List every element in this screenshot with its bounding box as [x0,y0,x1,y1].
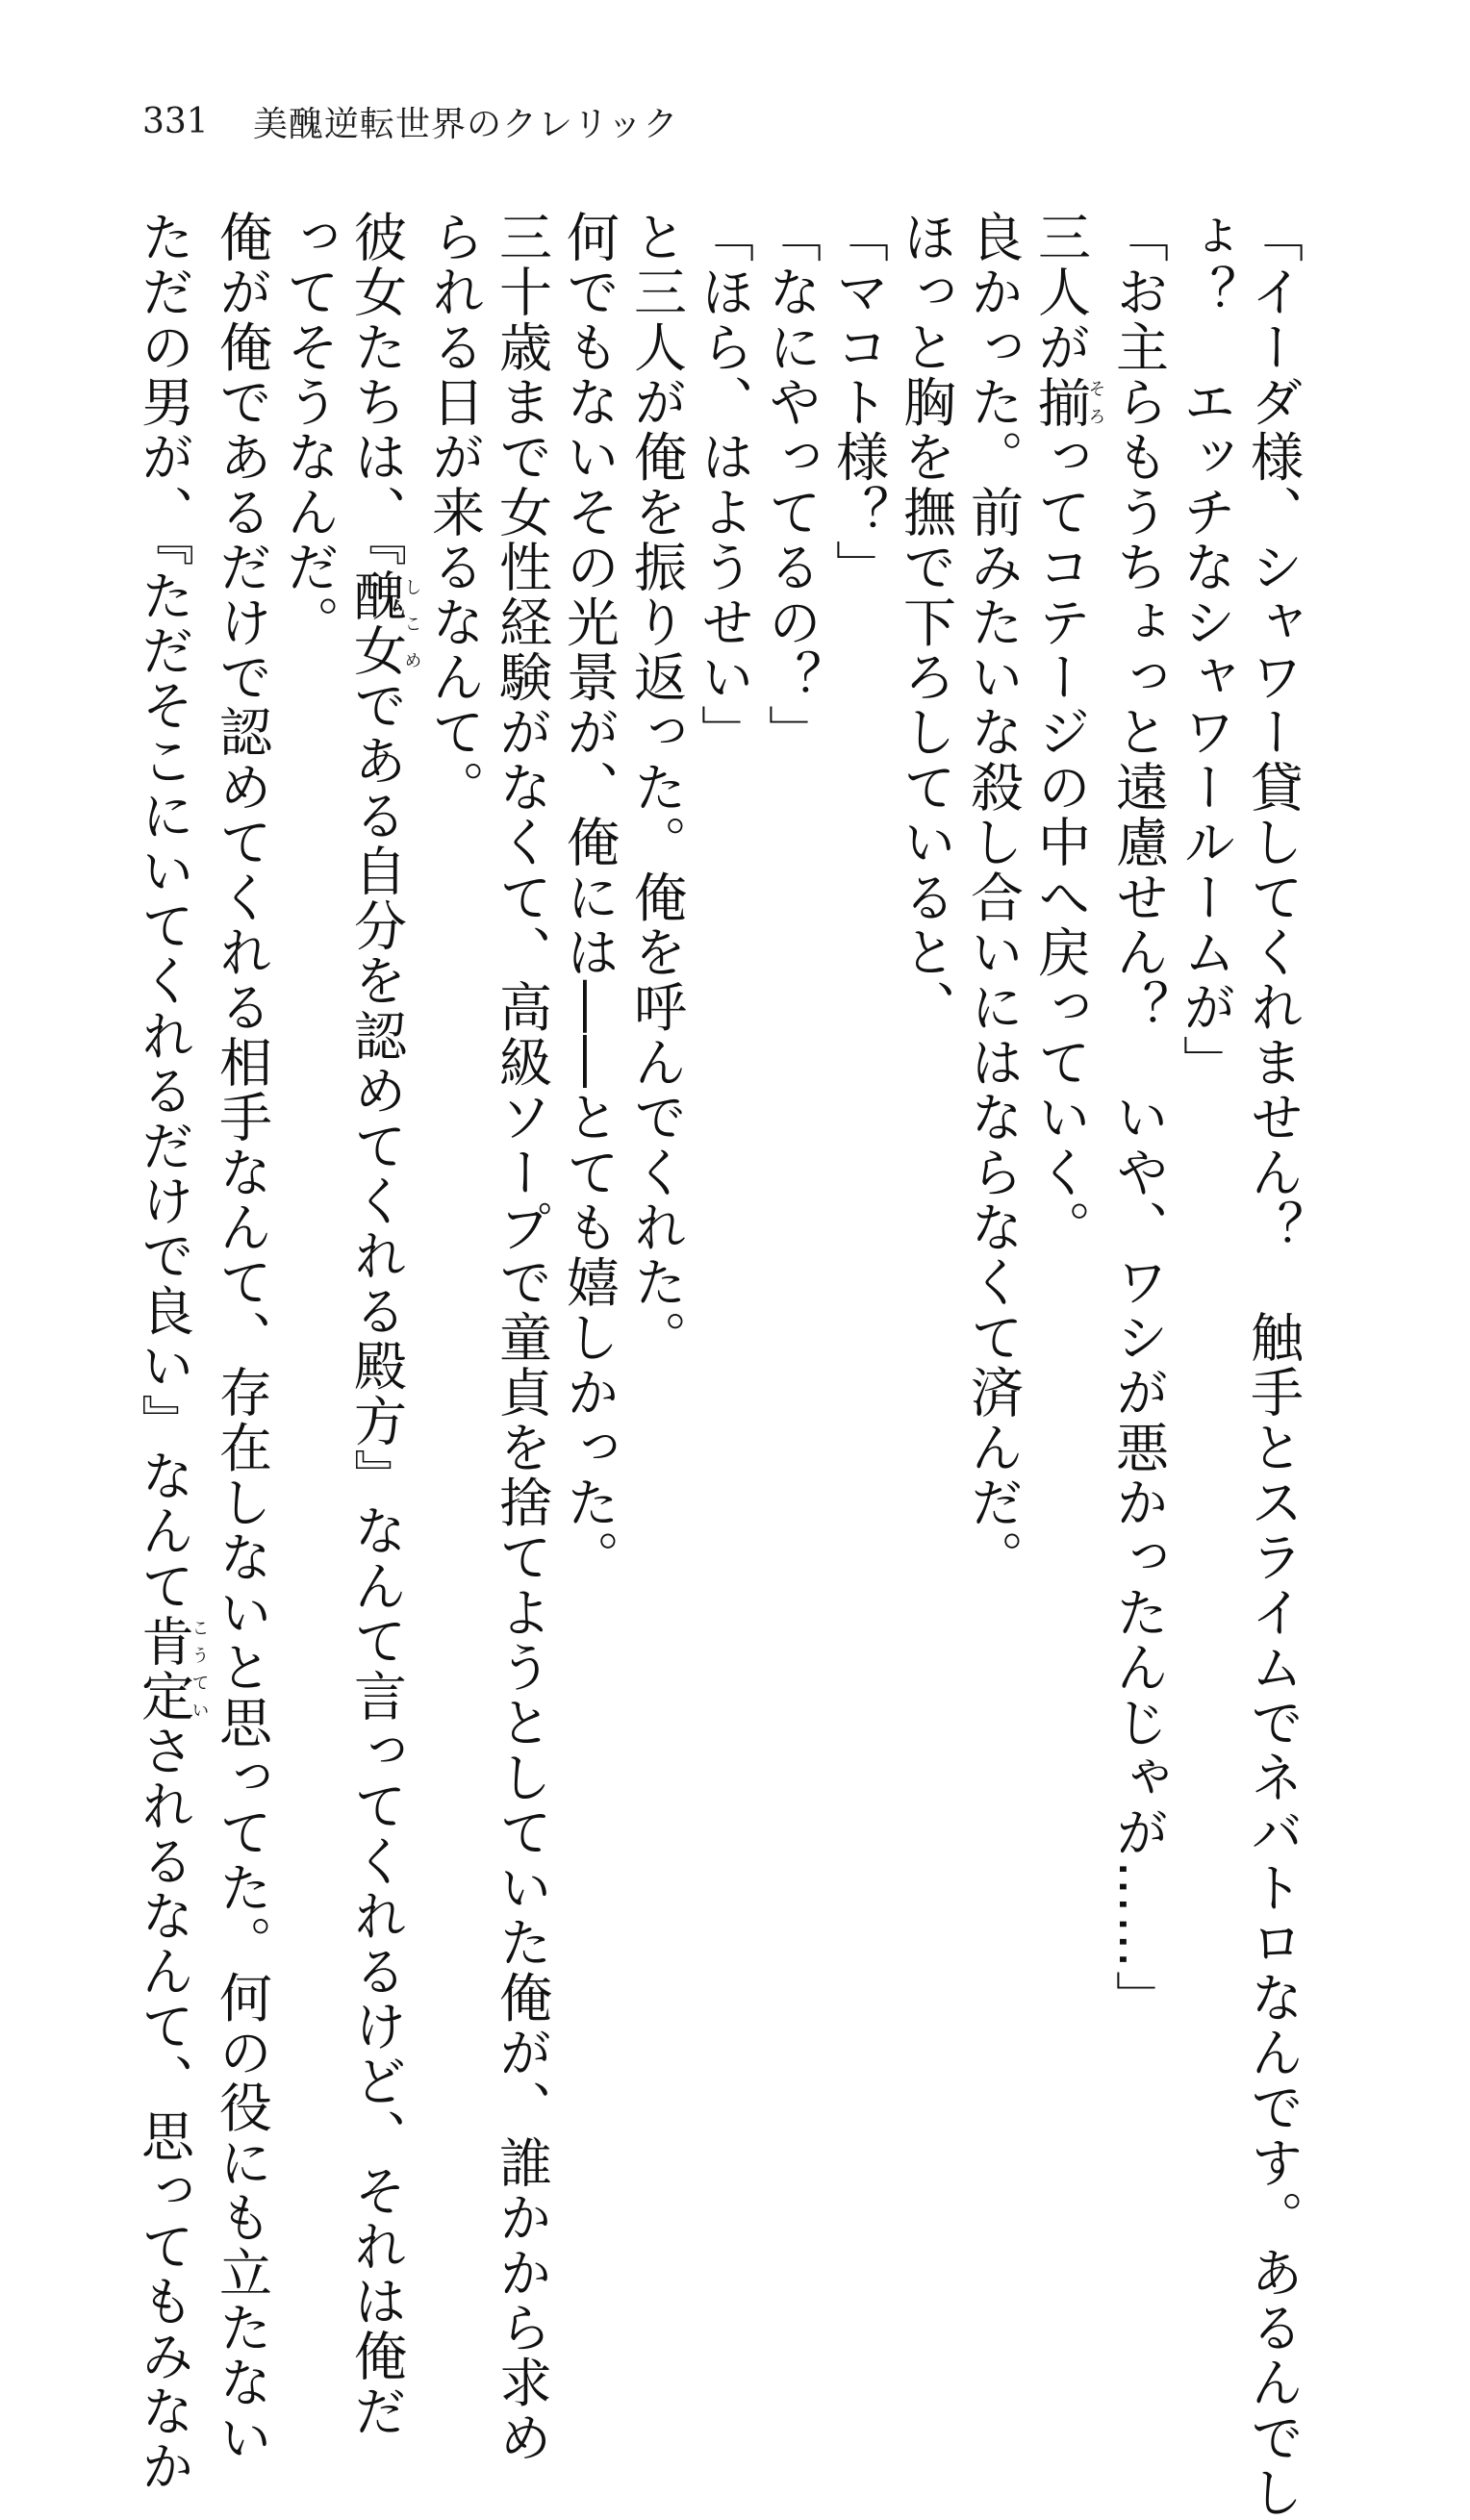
text-column: 「お主らもうちょっと遠慮せん？ いや、ワシが悪かったんじゃが……」 [1107,210,1169,2026]
text-segment: 彼女たちは、『 [345,210,407,568]
text-segment: 三人が [1029,210,1091,375]
text-column: ほっと胸を撫で下ろしていると、 [895,210,956,1035]
text-column: 「マコト様？」 [827,210,889,595]
text-column: 三十歳まで女性経験がなくて、高級ソープで童貞を捨てようとしていた俺が、誰かから求め [491,210,552,2466]
text-column: 「ほら、はようせい」 [693,210,754,760]
running-header [142,92,679,150]
text-column: 良かった。前みたいな殺し合いにはならなくて済んだ。 [962,210,1024,1585]
text-column [342,210,422,2439]
ruby-base: 揃 [1029,374,1091,430]
text-column [1026,210,1104,2153]
ruby-koutei [133,1613,210,1725]
ruby-base: 醜女 [345,567,407,679]
vertical-body-text [133,210,1306,2520]
text-segment: ってコテージの中へ戻っていく。 [1029,429,1091,1255]
text-segment: である自分を認めてくれる殿方』なんて言ってくれるけど、それは俺だ [345,678,407,2439]
page-number: 331 [142,101,209,141]
text-column: られる日が来るなんて。 [423,210,485,816]
text-segment: されるなんて、思ってもみなか [133,1724,194,2494]
text-column: 「なにやってるの？」 [760,210,822,760]
text-column: 俺が俺であるだけで認めてくれる相手なんて、存在しないと思ってた。何の役にも立たない [211,210,272,2466]
ruby-base: 肯定 [133,1613,194,1725]
text-column: と三人が俺を振り返った。俺を呼んでくれた。 [625,210,687,1366]
ruby-reading: そろ [1085,374,1106,430]
ruby-soro [1029,374,1106,430]
text-column: 何でもないその光景が、俺には――とても嬉しかった。 [558,210,620,1585]
ruby-reading: こうてい [189,1613,210,1725]
text-column: ょ？ エッチなシャワールームが」 [1175,210,1236,1091]
text-column [130,210,210,2494]
book-title: 美醜逆転世界のクレリック [253,104,679,144]
text-segment: ただの男が、『ただそこにいてくれるだけで良い』なんて [133,210,194,1614]
ruby-reading: しこめ [401,567,422,679]
text-column: 「イーダ様、シャワー貸してくれません？ 触手とスライムでネバトロなんです。あるんでし [1242,210,1304,2520]
ruby-shikome [345,567,422,679]
text-column: ってそうなんだ。 [278,210,340,650]
